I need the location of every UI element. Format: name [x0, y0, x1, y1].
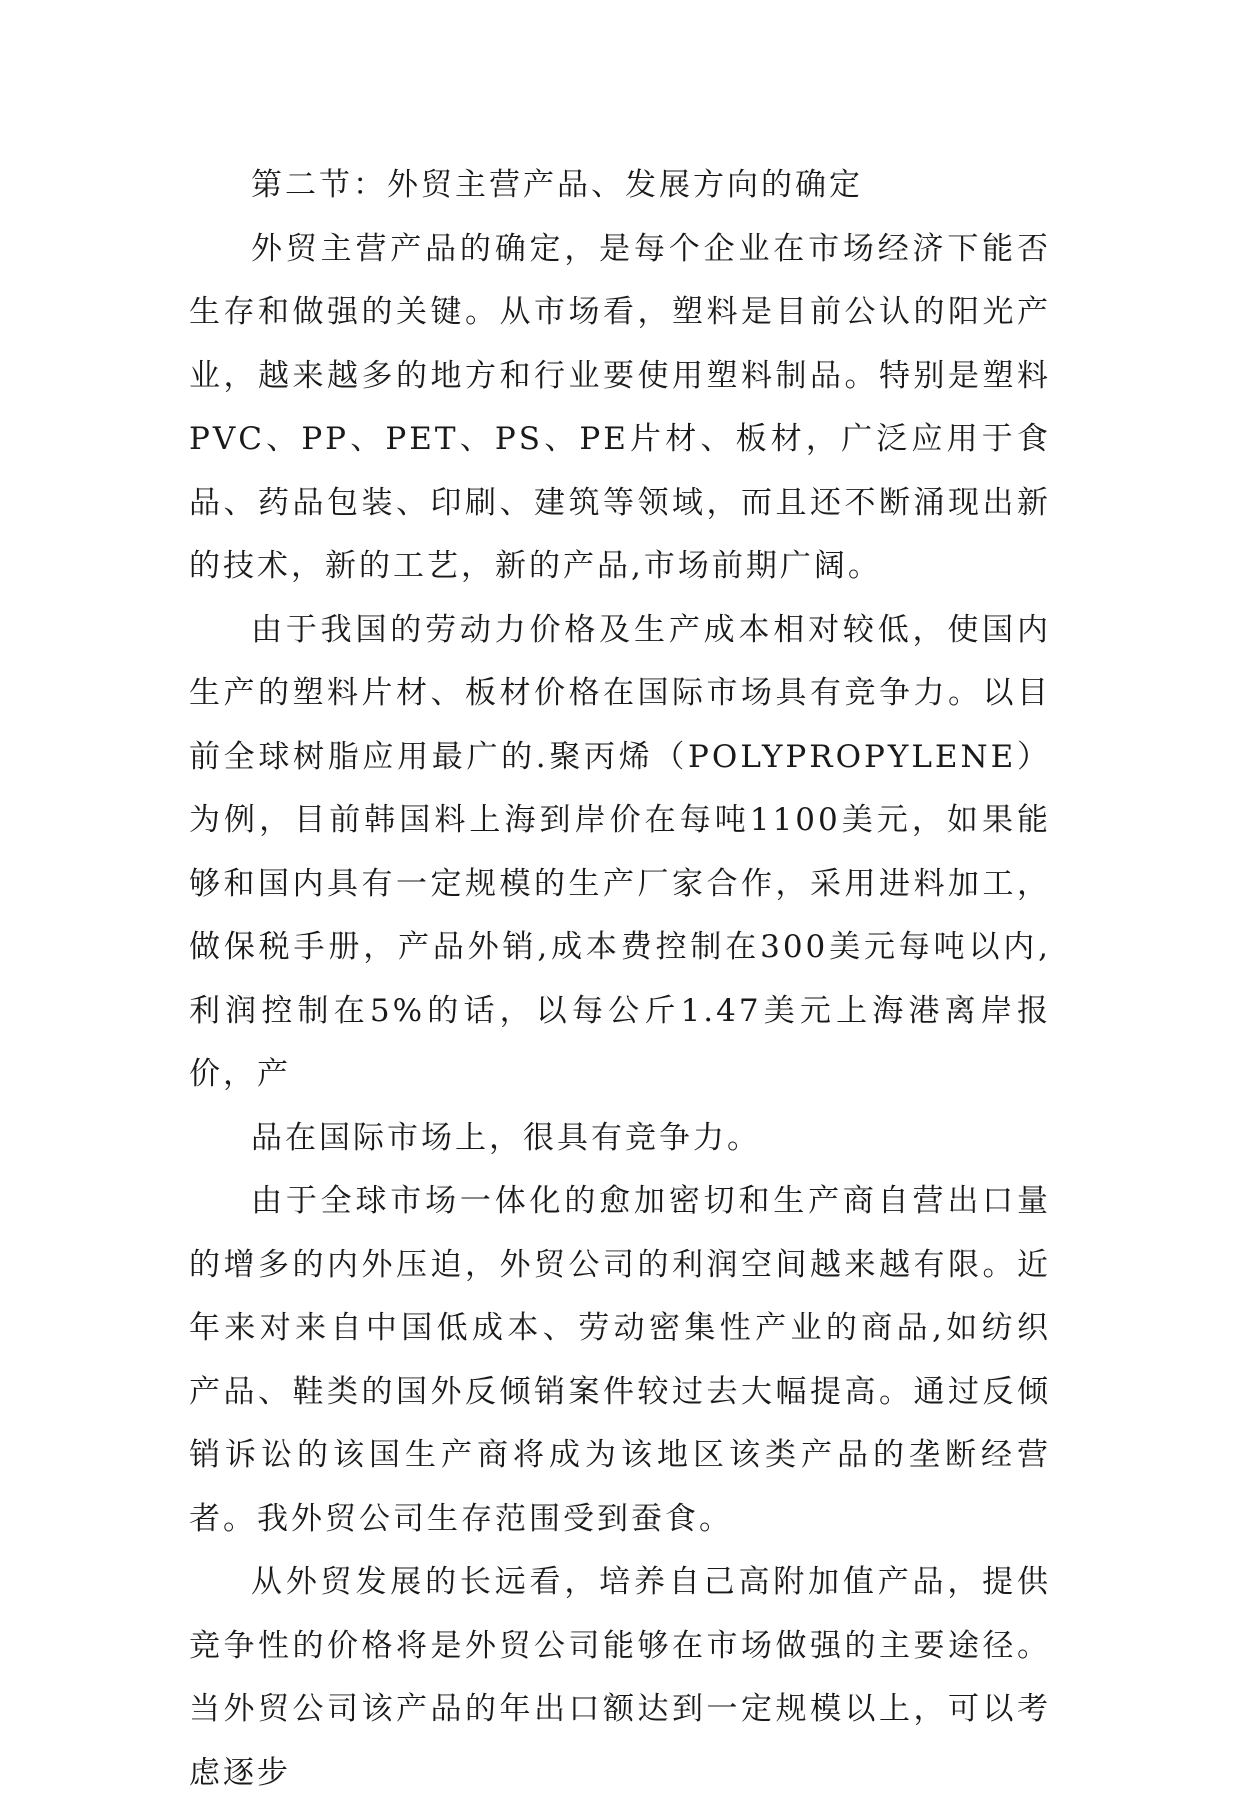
paragraph: 由于我国的劳动力价格及生产成本相对较低，使国内生产的塑料片材、板材价格在国际市场具有竞争力。以目前全球树脂应用最广的.聚丙烯（POLYPROPYLENE）为例，目前韩国料上海到岸价在每吨1100美元，如果能够和国内具有一定规模的生产厂家合作，采用进料加工，做保税手册，产品外销,成本费控制在300美元每吨以内,利润控制在5%的话，以每公斤1.47美元上海港离岸报价，产 [189, 611, 1051, 1092]
document-body [189, 154, 1051, 1805]
paragraph: 外贸主营产品的确定，是每个企业在市场经济下能否生存和做强的关键。从市场看，塑料是目前公认的阳光产业，越来越多的地方和行业要使用塑料制品。特别是塑料PVC、PP、PET、PS、PE片材、板材，广泛应用于食品、药品包装、印刷、建筑等领域，而且还不断涌现出新的技术，新的工艺，新的产品,市场前期广阔。 [189, 230, 1051, 584]
paragraph: 从外贸发展的长远看，培养自己高附加值产品，提供竞争性的价格将是外贸公司能够在市场做强的主要途径。当外贸公司该产品的年出口额达到一定规模以上，可以考虑逐步 [189, 1564, 1051, 1791]
paragraph: 品在国际市场上，很具有竞争力。 [251, 1119, 761, 1156]
paragraph: 由于全球市场一体化的愈加密切和生产商自营出口量的增多的内外压迫，外贸公司的利润空间越来越有限。近年来对来自中国低成本、劳动密集性产业的商品,如纺织产品、鞋类的国外反倾销案件较过去大幅提高。通过反倾销诉讼的该国生产商将成为该地区该类产品的垄断经营者。我外贸公司生存范围受到蚕食。 [189, 1183, 1051, 1537]
section-heading: 第二节：外贸主营产品、发展方向的确定 [251, 167, 863, 203]
